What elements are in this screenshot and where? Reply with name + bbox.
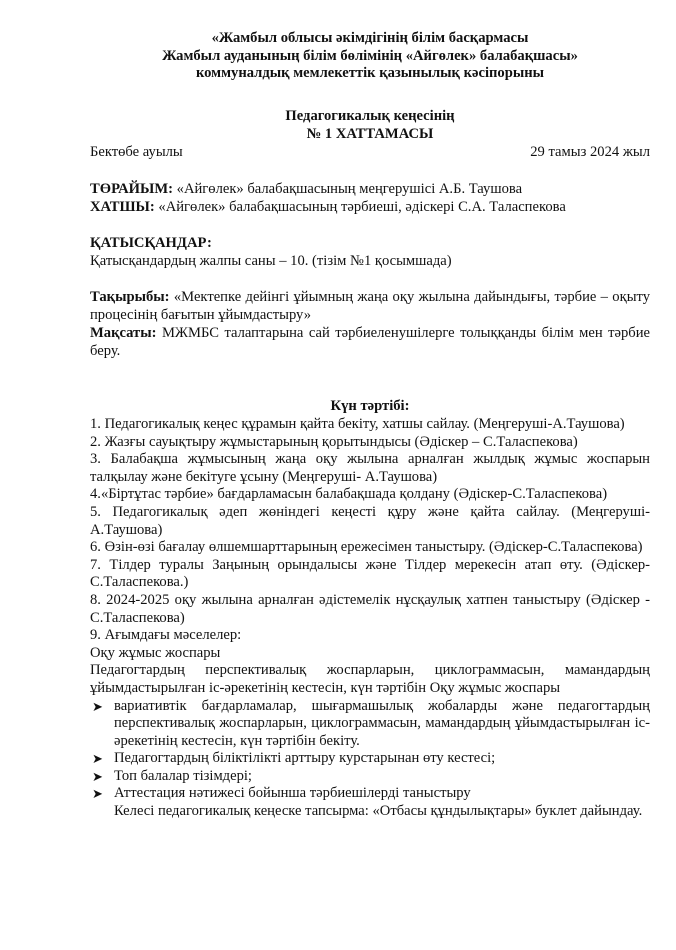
agenda-title: Күн тәртібі: xyxy=(330,398,410,414)
agenda-item: 9. Ағымдағы мәселелер: xyxy=(90,627,242,644)
officials xyxy=(90,181,650,216)
closing-task: Келесі педагогикалық кеңеске тапсырма: «Отбасы құндылықтары» буклет дайындау. xyxy=(114,803,643,820)
org-line-2: Жамбыл ауданының білім бөлімінің «Айгөлек» балабақшасы» xyxy=(162,47,578,64)
participants-label: ҚАТЫСҚАНДАР: xyxy=(90,235,212,251)
arrow-bullet-icon: ➤ xyxy=(92,786,103,802)
chair-text: «Айгөлек» балабақшасының меңгерушісі А.Б. Таушова xyxy=(173,181,523,197)
topic-label: Тақырыбы: xyxy=(90,289,170,305)
agenda-item: 7. Тілдер туралы Заңының орындалысы және Тілдер мерекесін атап өту. (Әдіскер-С.Таласпекова.) xyxy=(90,556,650,591)
arrow-bullet-icon: ➤ xyxy=(92,768,103,784)
participants xyxy=(90,235,650,270)
document-title xyxy=(90,108,650,143)
place-date-row xyxy=(90,144,650,162)
chair-label: ТӨРАЙЫМ: xyxy=(90,181,173,197)
bullet-text: вариативтік бағдарламалар, шығармашылық жобаларды және педагогтардың перспективалық жоспарларын, циклограммасын, мамандардың ұйымдастырылған іс-әрекетінің кестесін, күн тәртібін бекіту. xyxy=(114,697,650,749)
secretary-line xyxy=(90,199,650,217)
secretary-label: ХАТШЫ: xyxy=(90,198,155,215)
agenda-bullets xyxy=(90,698,650,804)
bullet-item xyxy=(90,785,650,803)
bullet-text: Педагогтардың біліктілікті арттыру курстарынан өту кестесі; xyxy=(114,750,496,767)
bullet-text: Аттестация нәтижесі бойынша тәрбиешілерді таныстыру xyxy=(114,785,471,802)
topic xyxy=(90,289,650,324)
org-header xyxy=(90,30,650,83)
bullet-item xyxy=(90,768,650,786)
bullet-item xyxy=(90,698,650,751)
agenda-item: 2. Жазғы сауықтыру жұмыстарының қорытындысы (Әдіскер – С.Таласпекова) xyxy=(90,433,578,450)
place: Бектөбе ауылы xyxy=(90,144,183,160)
arrow-bullet-icon: ➤ xyxy=(92,698,103,714)
goal-text: МЖМБС талаптарына сай тәрбиеленушілерге толыққанды білім мен тәрбие беру. xyxy=(90,325,650,359)
agenda-item: 1. Педагогикалық кеңес құрамын қайта бекіту, хатшы сайлау. (Меңгеруші-А.Таушова) xyxy=(90,416,625,432)
bullet-text: Топ балалар тізімдері; xyxy=(114,767,252,784)
goal-label: Мақсаты: xyxy=(90,325,157,341)
title-line-1: Педагогикалық кеңесінің xyxy=(285,108,455,124)
agenda-sub-heading: Оқу жұмыс жоспары xyxy=(90,644,221,661)
participants-text: Қатысқандардың жалпы саны – 10. (тізім №1 қосымшада) xyxy=(90,252,452,269)
agenda-item: 6. Өзін-өзі бағалау өлшемшарттарының ережесімен таныстыру. (Әдіскер-С.Таласпекова) xyxy=(90,539,643,556)
agenda-item: 4.«Біртұтас тәрбие» бағдарламасын балабақшада қолдану (Әдіскер-С.Таласпекова) xyxy=(90,486,608,503)
bullet-item xyxy=(90,750,650,768)
agenda-sub-text: Педагогтардың перспективалық жоспарларын, циклограммасын, мамандардың ұйымдастырылған іс-әрекетінің кестесін, күн тәртібін Оқу жұмыс жоспары xyxy=(90,662,650,696)
org-line-1: «Жамбыл облысы әкімдігінің білім басқармасы xyxy=(211,30,529,46)
agenda-list xyxy=(90,416,650,821)
agenda-item: 3. Балабақша жұмысының жаңа оқу жылына арналған жылдық жұмыс жоспарын талқылау және бекітуге ұсыну (Меңгеруші- А.Таушова) xyxy=(90,451,650,485)
org-line-3: коммуналдық мемлекеттік қазынылық кәсіпорыны xyxy=(195,65,545,82)
title-line-2: № 1 ХАТТАМАСЫ xyxy=(306,125,434,142)
agenda-item: 8. 2024-2025 оқу жылына арналған әдістемелік нұсқаулық хатпен таныстыру (Әдіскер - С.Таласпекова) xyxy=(90,591,650,626)
topic-text: «Мектепке дейінгі ұйымның жаңа оқу жылына дайындығы, тәрбие – оқыту процесінің бағытын ұйымдастыру» xyxy=(90,289,650,323)
goal xyxy=(90,325,650,360)
secretary-text: «Айгөлек» балабақшасының тәрбиеші, әдіскері С.А. Таласпекова xyxy=(154,198,566,215)
agenda-item: 5. Педагогикалық әдеп жөніндегі кеңесті құру және қайта сайлау. (Меңгеруші-А.Таушова) xyxy=(90,503,650,538)
arrow-bullet-icon: ➤ xyxy=(92,751,103,767)
date: 29 тамыз 2024 жыл xyxy=(530,144,650,160)
chair-line xyxy=(90,181,650,199)
